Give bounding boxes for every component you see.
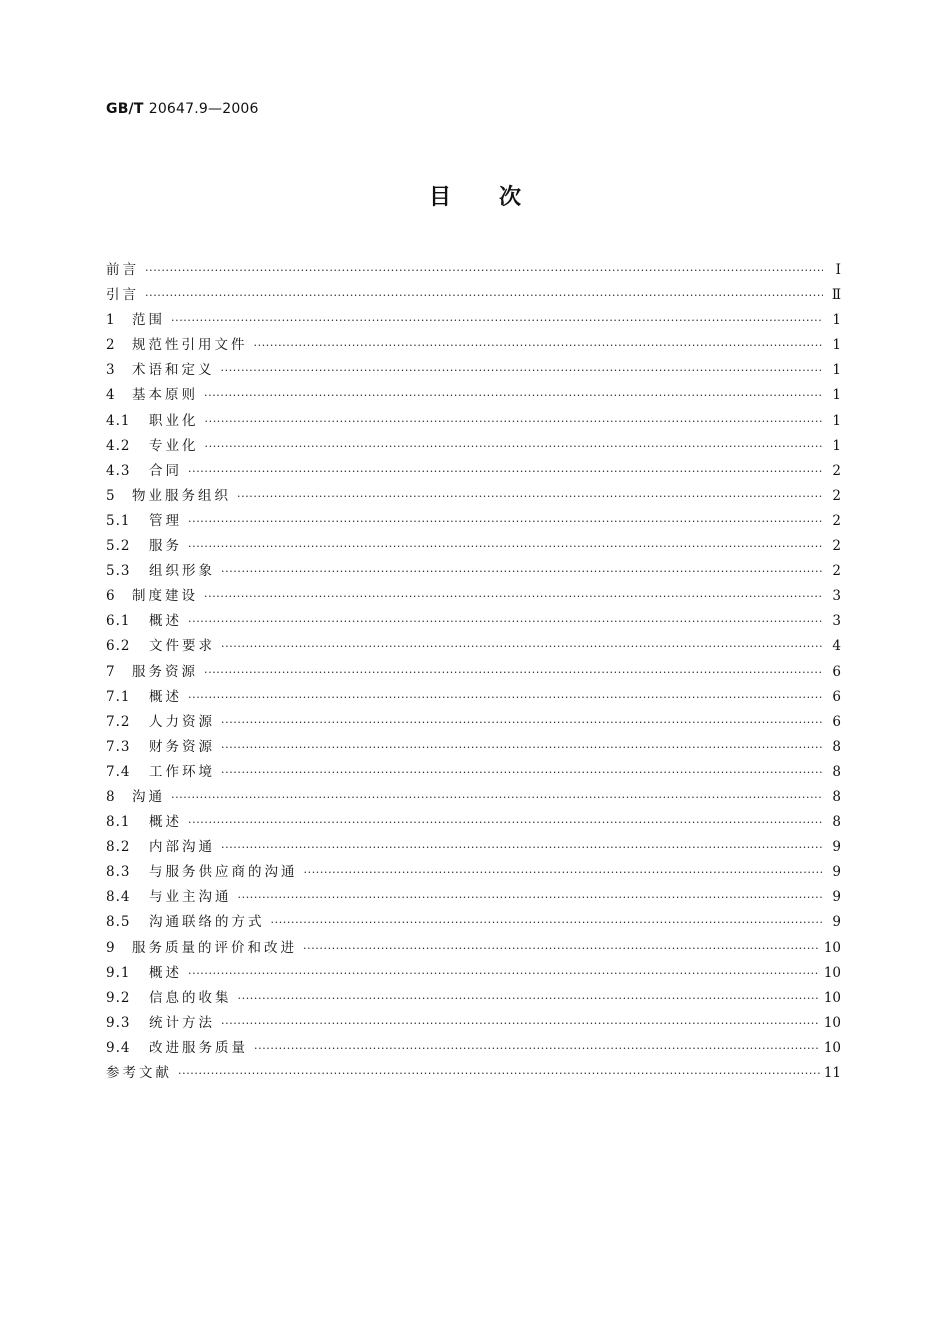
toc-entry-page: 9 [832,914,841,931]
toc-entry-page: 1 [832,312,841,329]
toc-entry[interactable] [106,634,841,659]
toc-entry-number: 7.1 [106,688,131,705]
toc-entry[interactable] [106,785,841,810]
toc-entry-label: 范围 [132,312,165,329]
toc-entry-page: 4 [832,638,841,655]
toc-leader-dots [171,785,823,810]
toc-entry[interactable] [106,459,841,484]
toc-entry-number: 9.4 [106,1039,131,1056]
toc-entry[interactable] [106,509,841,534]
toc-entry[interactable] [106,258,841,283]
toc-leader-dots [171,308,823,333]
toc-entry-number: 5.1 [106,512,131,529]
toc-entry-page: 2 [832,563,841,580]
toc-entry-label: 职业化 [149,412,199,429]
toc-entry[interactable] [106,434,841,459]
toc-entry-label: 引言 [106,287,139,304]
toc-entry-label: 工作环境 [149,763,215,780]
toc-leader-dots [254,333,824,358]
toc-entry-number: 1 [106,312,116,329]
toc-entry-label: 合同 [149,462,182,479]
toc-entry-number: 6 [106,588,116,605]
toc-entry-page: Ⅰ [835,262,841,278]
toc-entry-label: 专业化 [149,437,199,454]
toc-entry-number: 7.2 [106,713,131,730]
standard-prefix: GB/T [106,101,144,117]
toc-entry-number: 2 [106,337,116,354]
toc-entry-page: 8 [832,814,841,831]
toc-entry-page: 8 [832,738,841,755]
toc-entry-label: 概述 [149,964,182,981]
toc-entry-page: 8 [832,788,841,805]
toc-entry-page: 1 [832,387,841,404]
toc-leader-dots [221,358,824,383]
toc-entry-label: 与服务供应商的沟通 [149,864,298,881]
toc-entry-number: 8.3 [106,864,131,881]
toc-entry[interactable] [106,308,841,333]
toc-leader-dots [221,835,823,860]
toc-entry[interactable] [106,1036,841,1061]
toc-entry[interactable] [106,936,841,961]
toc-entry-page: 10 [823,989,841,1006]
table-of-contents [106,258,841,1086]
toc-leader-dots [188,609,823,634]
toc-entry[interactable] [106,1061,841,1086]
toc-leader-dots [205,434,824,459]
toc-entry-page: 1 [832,362,841,379]
toc-entry-number: 6.2 [106,638,131,655]
toc-entry-number: 7.3 [106,738,131,755]
toc-leader-dots [271,910,824,935]
toc-leader-dots [238,986,820,1011]
toc-entry-label: 文件要求 [149,638,215,655]
toc-entry[interactable] [106,333,841,358]
toc-entry-page: 10 [823,1014,841,1031]
toc-entry-label: 统计方法 [149,1014,215,1031]
toc-entry-page: 6 [832,663,841,680]
toc-leader-dots [145,283,823,308]
toc-entry[interactable] [106,910,841,935]
toc-entry-page: 3 [832,588,841,605]
toc-entry-page: 9 [832,889,841,906]
toc-entry-label: 物业服务组织 [132,487,231,504]
toc-entry-label: 组织形象 [149,563,215,580]
toc-entry-label: 与业主沟通 [149,889,232,906]
toc-entry-label: 服务 [149,538,182,555]
standard-number: 20647.9—2006 [148,101,259,117]
toc-entry-page: 2 [832,487,841,504]
toc-leader-dots [221,735,823,760]
toc-entry-number: 9.2 [106,989,131,1006]
toc-entry-page: 6 [832,688,841,705]
toc-entry[interactable] [106,559,841,584]
toc-entry-number: 4 [106,387,116,404]
toc-leader-dots [205,409,824,434]
toc-leader-dots [237,484,823,509]
toc-entry[interactable] [106,1011,841,1036]
toc-entry-label: 概述 [149,814,182,831]
toc-entry[interactable] [106,609,841,634]
toc-entry[interactable] [106,484,841,509]
toc-leader-dots [303,936,820,961]
toc-entry-label: 管理 [149,512,182,529]
toc-leader-dots [188,534,823,559]
toc-entry-label: 人力资源 [149,713,215,730]
toc-entry-page: 3 [832,613,841,630]
toc-leader-dots [188,459,823,484]
toc-entry-label: 内部沟通 [149,839,215,856]
toc-leader-dots [221,634,823,659]
toc-entry-label: 沟通 [132,788,165,805]
toc-entry[interactable] [106,961,841,986]
toc-entry-number: 4.1 [106,412,131,429]
toc-entry[interactable] [106,660,841,685]
toc-entry-number: 8.2 [106,839,131,856]
toc-entry-label: 基本原则 [132,387,198,404]
toc-entry[interactable] [106,760,841,785]
toc-leader-dots [188,961,820,986]
toc-entry-label: 前言 [106,262,139,278]
toc-entry[interactable] [106,810,841,835]
toc-leader-dots [204,584,823,609]
toc-entry-number: 9.1 [106,964,131,981]
toc-entry-page: 11 [823,1065,841,1081]
toc-entry-number: 9 [106,939,116,956]
toc-leader-dots [188,685,823,710]
toc-entry[interactable] [106,986,841,1011]
toc-leader-dots [188,509,823,534]
toc-title: 目次 [428,185,569,210]
toc-entry-page: 2 [832,462,841,479]
toc-entry-page: 1 [832,437,841,454]
toc-entry-label: 概述 [149,613,182,630]
toc-entry-number: 9.3 [106,1014,131,1031]
toc-entry-label: 财务资源 [149,738,215,755]
toc-leader-dots [221,1011,820,1036]
toc-entry-label: 改进服务质量 [149,1039,248,1056]
toc-entry[interactable] [106,860,841,885]
toc-entry-page: 9 [832,864,841,881]
toc-entry-page: 1 [832,337,841,354]
toc-leader-dots [221,559,823,584]
toc-entry-number: 5.2 [106,538,131,555]
toc-entry-page: 10 [823,1039,841,1056]
toc-entry-page: 10 [823,964,841,981]
toc-entry-page: 2 [832,512,841,529]
toc-entry-number: 5 [106,487,116,504]
toc-entry[interactable] [106,735,841,760]
toc-leader-dots [204,660,823,685]
toc-leader-dots [238,885,824,910]
toc-entry-number: 7.4 [106,763,131,780]
toc-entry-label: 制度建设 [132,588,198,605]
toc-entry-page: Ⅱ [831,287,841,304]
toc-entry[interactable] [106,358,841,383]
toc-entry-number: 7 [106,663,116,680]
toc-entry-label: 服务资源 [132,663,198,680]
toc-entry-number: 5.3 [106,563,131,580]
toc-leader-dots [178,1061,820,1086]
standard-code [106,101,259,117]
toc-entry[interactable] [106,835,841,860]
toc-entry-number: 3 [106,362,116,379]
toc-leader-dots [188,810,823,835]
toc-entry-number: 6.1 [106,613,131,630]
toc-entry-page: 1 [832,412,841,429]
toc-leader-dots [145,258,823,283]
toc-entry-number: 4.3 [106,462,131,479]
toc-entry[interactable] [106,685,841,710]
toc-entry-number: 8 [106,788,116,805]
toc-entry-number: 8.5 [106,914,131,931]
toc-entry-number: 8.1 [106,814,131,831]
toc-entry[interactable] [106,383,841,408]
toc-leader-dots [221,760,823,785]
toc-entry-label: 信息的收集 [149,989,232,1006]
toc-entry-page: 2 [832,538,841,555]
toc-entry-page: 6 [832,713,841,730]
toc-entry[interactable] [106,409,841,434]
toc-entry[interactable] [106,710,841,735]
toc-leader-dots [304,860,824,885]
toc-entry[interactable] [106,534,841,559]
toc-leader-dots [221,710,823,735]
toc-leader-dots [254,1036,820,1061]
toc-entry-page: 9 [832,839,841,856]
toc-entry-page: 10 [823,939,841,956]
toc-entry-label: 服务质量的评价和改进 [132,939,297,956]
toc-entry[interactable] [106,584,841,609]
toc-entry-label: 参考文献 [106,1065,172,1081]
toc-entry[interactable] [106,885,841,910]
toc-entry-label: 术语和定义 [132,362,215,379]
toc-entry[interactable] [106,283,841,308]
toc-entry-label: 规范性引用文件 [132,337,248,354]
toc-entry-page: 8 [832,763,841,780]
toc-leader-dots [204,383,823,408]
toc-entry-number: 4.2 [106,437,131,454]
toc-entry-label: 沟通联络的方式 [149,914,265,931]
toc-entry-number: 8.4 [106,889,131,906]
toc-entry-label: 概述 [149,688,182,705]
